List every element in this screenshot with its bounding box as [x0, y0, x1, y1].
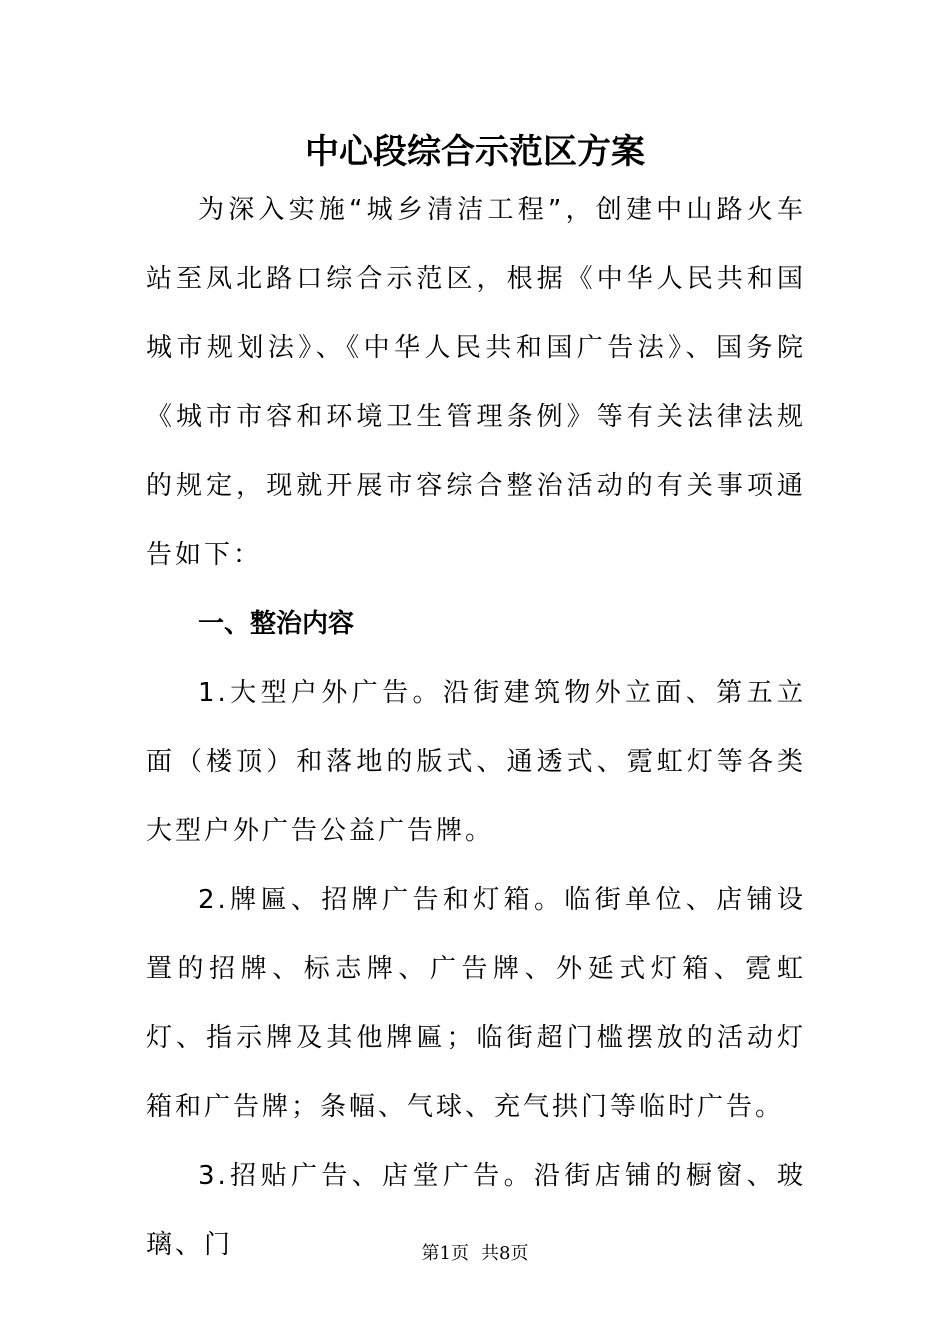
- paragraph-item-1: 1.大型户外广告。沿街建筑物外立面、第五立面（楼顶）和落地的版式、通透式、霓虹灯等各类大型户外广告公益广告牌。: [146, 678, 806, 846]
- paragraph-intro: 为深入实施“城乡清洁工程”，创建中山路火车站至凤北路口综合示范区，根据《中华人民共和国城市规划法》、《中华人民共和国广告法》、国务院《城市市容和环境卫生管理条例》等有关法律法规的规定，现就开展市容综合整治活动的有关事项通告如下：: [146, 195, 806, 570]
- section-heading: 一、整治内容: [198, 609, 355, 639]
- page-number: 第1页: [421, 1243, 469, 1264]
- document-title: 中心段综合示范区方案: [305, 132, 645, 172]
- document-body: [146, 176, 806, 1280]
- paragraph-item-3: 3.招贴广告、店堂广告。沿街店铺的橱窗、玻璃、门: [146, 1161, 806, 1260]
- paragraph-item-2: 2.牌匾、招牌广告和灯箱。临街单位、店铺设置的招牌、标志牌、广告牌、外延式灯箱、霓虹灯、指示牌及其他牌匾；临街超门槛摆放的活动灯箱和广告牌；条幅、气球、充气拱门等临时广告。: [146, 885, 806, 1122]
- page-total: 共8页: [481, 1243, 529, 1264]
- page-footer: [0, 1240, 950, 1268]
